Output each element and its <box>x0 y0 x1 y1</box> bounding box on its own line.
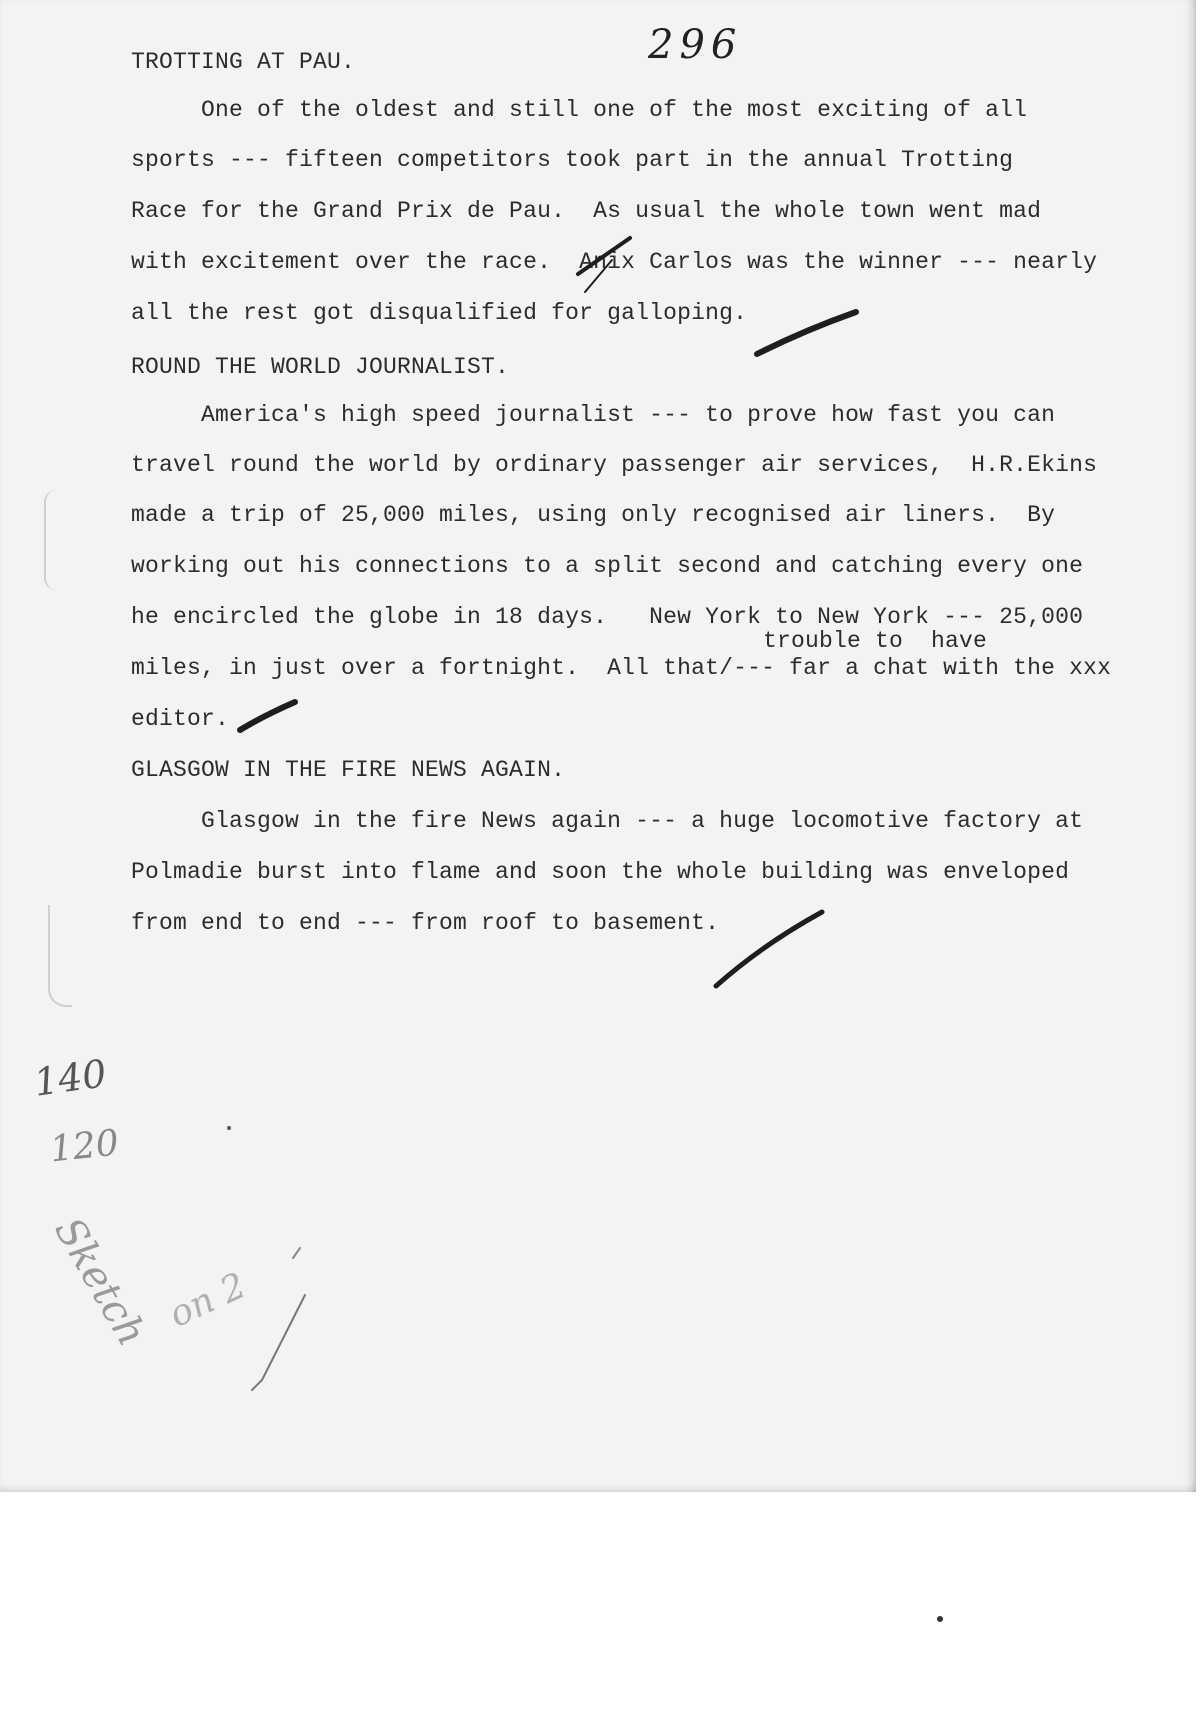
body-line: editor. <box>131 706 230 732</box>
page-number: 296 <box>648 22 743 68</box>
body-line: made a trip of 25,000 miles, using only recognised air liners. By <box>131 502 1056 528</box>
pen-check-mark <box>252 1295 305 1390</box>
pen-end-stroke <box>240 702 295 730</box>
body-line: Polmadie burst into flame and soon the whole building was enveloped <box>131 859 1070 885</box>
section-heading-trotting: TROTTING AT PAU. <box>131 49 356 75</box>
section-heading-journalist: ROUND THE WORLD JOURNALIST. <box>131 354 510 380</box>
body-line: Race for the Grand Prix de Pau. As usual the whole town went mad <box>131 198 1042 224</box>
body-line: One of the oldest and still one of the most exciting of all <box>131 97 1028 123</box>
handwritten-note-140: 140 <box>31 1051 110 1105</box>
ink-dot <box>227 1126 231 1130</box>
body-line: sports --- fifteen competitors took part in the annual Trotting <box>131 147 1014 173</box>
body-line: travel round the world by ordinary passenger air services, H.R.Ekins <box>131 452 1098 478</box>
body-line: with excitement over the race. Anix Carlos was the winner --- nearly <box>131 249 1098 275</box>
pen-tick-mark <box>293 1248 300 1258</box>
body-line: miles, in just over a fortnight. All that/--- far a chat with the xxx <box>131 655 1112 681</box>
body-line: Glasgow in the fire News again --- a huge locomotive factory at <box>131 808 1084 834</box>
handwritten-note-on2: on 2 <box>163 1265 253 1336</box>
handwritten-note-sketch: Sketch <box>45 1210 155 1354</box>
body-line: all the rest got disqualified for galloping. <box>131 300 748 326</box>
ink-dot <box>937 1616 943 1622</box>
body-line: from end to end --- from roof to basement. <box>131 910 720 936</box>
pen-end-stroke <box>757 312 856 354</box>
handwritten-note-120: 120 <box>48 1122 121 1171</box>
body-line: he encircled the globe in 18 days. New York to New York --- 25,000 <box>131 604 1084 630</box>
inserted-correction: trouble to have <box>763 628 988 654</box>
pen-end-stroke <box>716 912 822 986</box>
body-line: working out his connections to a split second and catching every one <box>131 553 1084 579</box>
body-line: America's high speed journalist --- to prove how fast you can <box>131 402 1056 428</box>
section-heading-glasgow: GLASGOW IN THE FIRE NEWS AGAIN. <box>131 757 566 783</box>
